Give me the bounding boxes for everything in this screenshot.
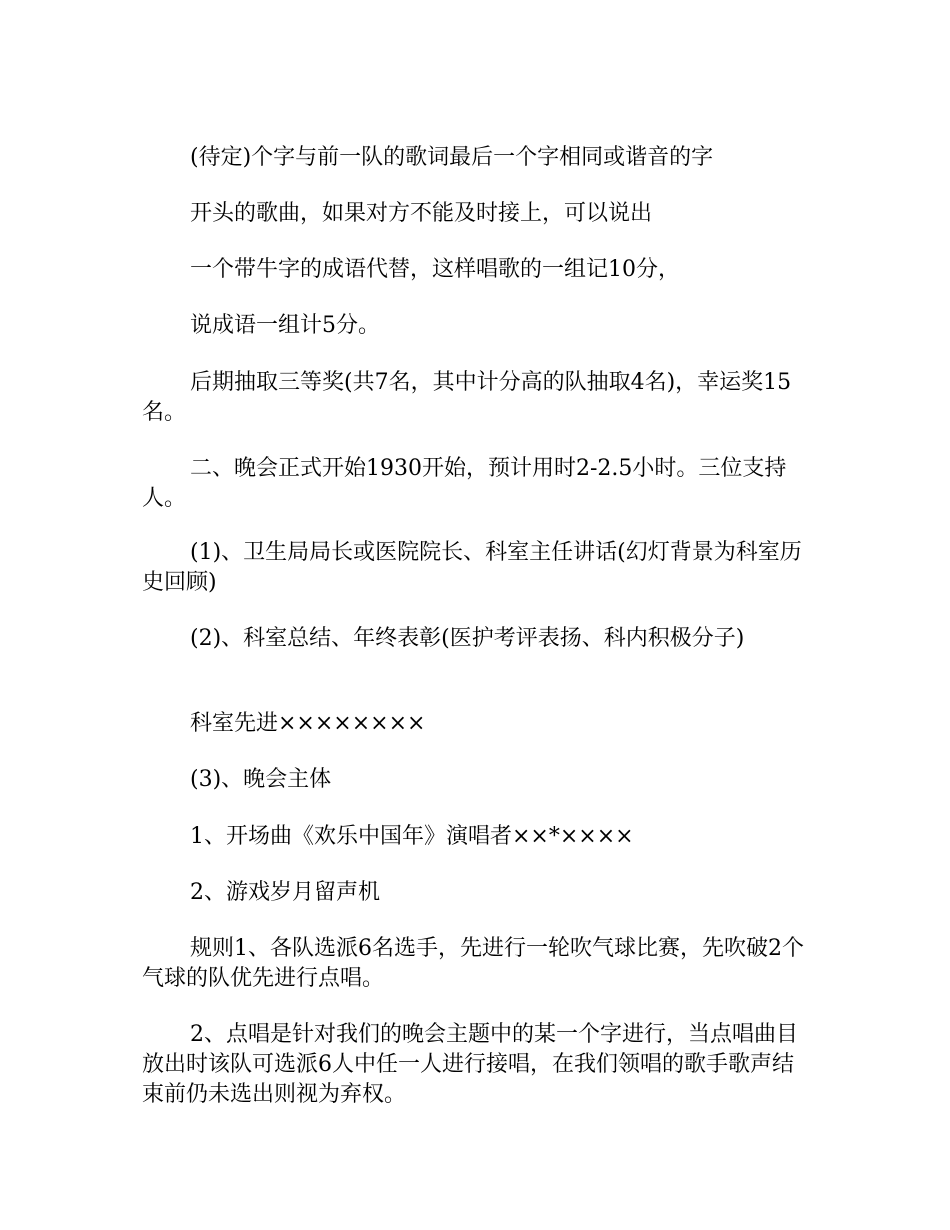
paragraph-14: 2、点唱是针对我们的晚会主题中的某一个字进行，当点唱曲目放出时该队可选派6人中任一人进行接唱，在我们领唱的歌手歌声结束前仍未选出则视为弃权。	[142, 1022, 798, 1107]
paragraph-12: 2、游戏岁月留声机	[190, 880, 380, 905]
paragraph-6: 二、晚会正式开始1930开始，预计用时2-2.5小时。三位支持人。	[142, 456, 787, 511]
paragraph-1: (待定)个字与前一队的歌词最后一个字相同或谐音的字	[190, 145, 714, 170]
paragraph-3: 一个带牛字的成语代替，这样唱歌的一组记10分，	[190, 257, 680, 282]
paragraph-11: 1、开场曲《欢乐中国年》演唱者××*××××	[190, 824, 634, 849]
paragraph-9: 科室先进××××××××	[190, 711, 426, 736]
paragraph-5: 后期抽取三等奖(共7名，其中计分高的队抽取4名)，幸运奖15名。	[142, 370, 792, 425]
paragraph-4: 说成语一组计5分。	[190, 313, 380, 338]
paragraph-7: (1)、卫生局局长或医院院长、科室主任讲话(幻灯背景为科室历史回顾)	[142, 540, 802, 595]
paragraph-13: 规则1、各队选派6名选手，先进行一轮吹气球比赛，先吹破2个气球的队优先进行点唱。	[142, 936, 804, 991]
paragraph-10: (3)、晚会主体	[190, 767, 332, 792]
paragraph-8: (2)、科室总结、年终表彰(医护考评表扬、科内积极分子)	[190, 626, 745, 651]
paragraph-2: 开头的歌曲，如果对方不能及时接上，可以说出	[190, 201, 653, 226]
